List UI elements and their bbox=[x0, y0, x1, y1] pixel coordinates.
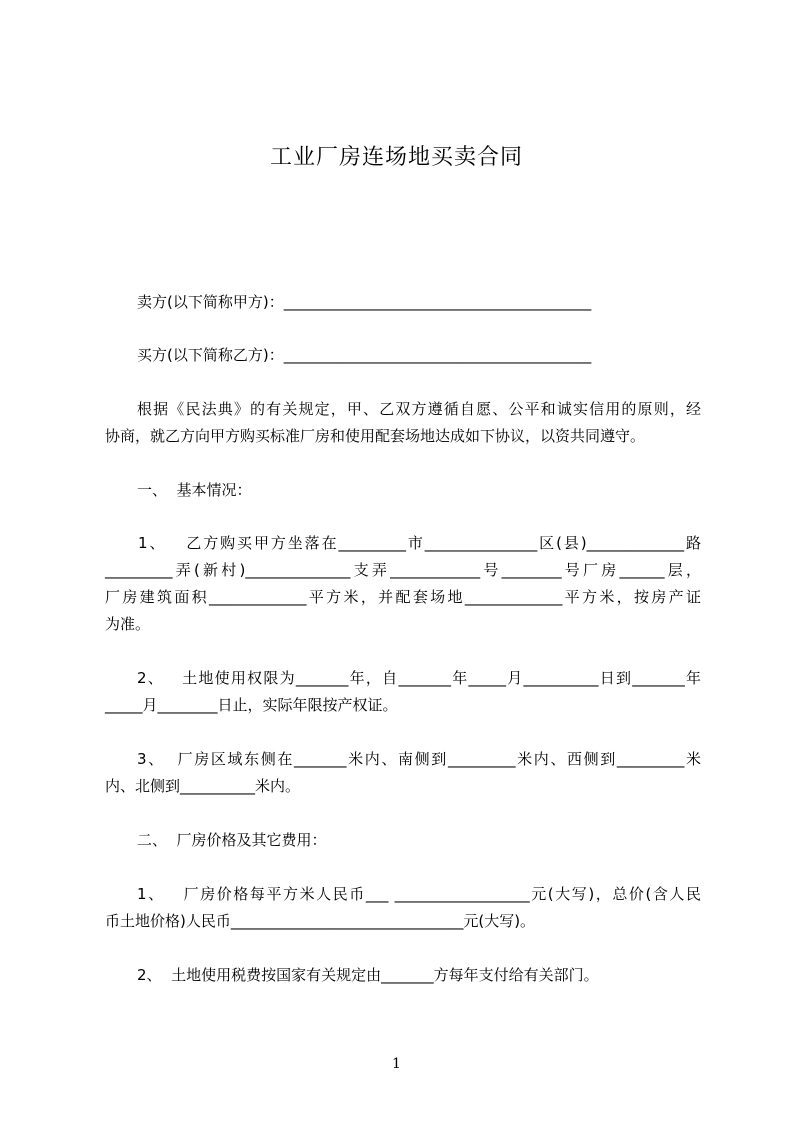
s2-item1-line-2: 币土地价格)人民币_______________________________元(大写)。 bbox=[105, 912, 536, 930]
preamble-line-1: 根据《民法典》的有关规定，甲、乙双方遵循自愿、公平和诚实信用的原则，经 bbox=[137, 400, 701, 418]
s1-item1-line-2: _________弄(新村)______________支弄____________号________号厂房______层， bbox=[105, 561, 701, 579]
s1-item2-line-2: _____月________日止，实际年限按产权证。 bbox=[105, 696, 398, 714]
buyer-line: 买方(以下简称乙方)：_________________________________________ bbox=[137, 346, 592, 364]
s1-item1-line-4: 为准。 bbox=[105, 615, 151, 633]
s1-item3-line-1: 3、 厂房区域东侧在_______米内、南侧到_________米内、西侧到_________米 bbox=[137, 750, 701, 768]
s1-item2-line-1: 2、 土地使用权限为_______年，自_______年_____月__________日到_______年 bbox=[137, 669, 701, 687]
s1-item3-line-2: 内、北侧到__________米内。 bbox=[105, 777, 301, 795]
s2-item2-line-1: 2、 土地使用税费按国家有关规定由_______方每年支付给有关部门。 bbox=[137, 966, 599, 984]
contract-title: 工业厂房连场地买卖合同 bbox=[269, 145, 523, 170]
seller-line: 卖方(以下简称甲方)：_________________________________________ bbox=[137, 293, 592, 311]
section2-heading: 二、 厂房价格及其它费用： bbox=[137, 831, 327, 849]
s1-item1-line-1: 1、 乙方购买甲方坐落在_________市_______________区(县)_____________路 bbox=[138, 534, 701, 552]
s1-item1-line-3: 厂房建筑面积_____________平方米，并配套场地_____________平方米，按房产证 bbox=[105, 588, 701, 606]
s2-item1-line-1: 1、 厂房价格每平方米人民币___ __________________元(大写)，总价(含人民 bbox=[137, 885, 701, 903]
page-number: 1 bbox=[392, 1056, 401, 1072]
section1-heading: 一、 基本情况： bbox=[137, 481, 252, 499]
preamble-line-2: 协商，就乙方向甲方购买标准厂房和使用配套场地达成如下协议，以资共同遵守。 bbox=[105, 427, 646, 445]
